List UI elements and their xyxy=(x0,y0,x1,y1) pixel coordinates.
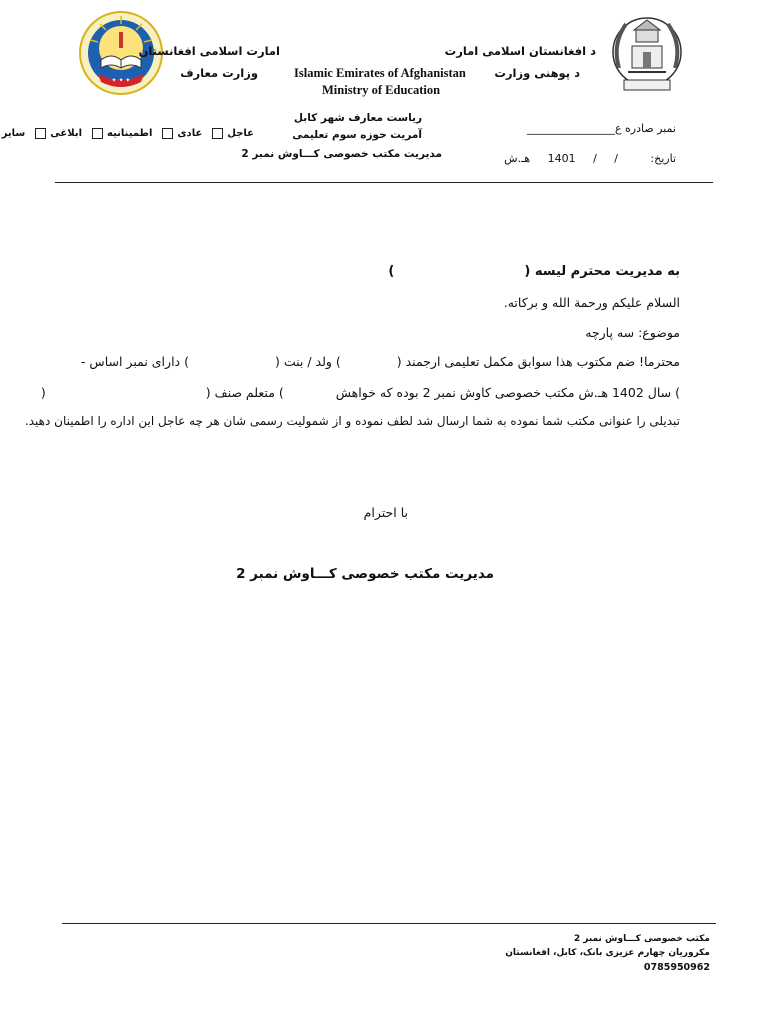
closing-regards: با احترام xyxy=(363,505,408,520)
category-notice[interactable]: ابلاغی xyxy=(31,128,82,139)
pashto-ministry-title: د پوهنی وزارت xyxy=(494,66,580,80)
date-label: تاریخ: xyxy=(650,152,676,165)
footer-divider xyxy=(62,923,716,924)
addressee-line: به مدیریت محترم لیسه () xyxy=(388,264,680,279)
center-line-3: مدیریت مکتب خصوصی کـــاوش نمبر 2 xyxy=(241,148,442,160)
body-line-3: تبدیلی را عنوانی مکتب شما نموده به شما ارسال شد لطف نموده و از شمولیت رسمی شان هر چه عاجل این اداره را اطمینان دهید. xyxy=(24,414,680,428)
body-line-1: محترما! ضم مکتوب هذا سوابق مکمل تعلیمی ارجمند () ولد / بنت () دارای نمبر اساس - xyxy=(80,354,680,369)
greeting: السلام علیکم ورحمة الله و برکاته. xyxy=(503,295,680,310)
checkbox-icon[interactable] xyxy=(35,128,46,139)
category-checkboxes xyxy=(0,128,254,139)
svg-text:✦ ✦ ✦: ✦ ✦ ✦ xyxy=(111,77,131,84)
footer-school-name: مکتب خصوصی کـــاوش نمبر 2 xyxy=(573,934,710,944)
center-line-2: آمریت حوزه سوم تعلیمی xyxy=(292,129,422,141)
checkbox-icon[interactable] xyxy=(92,128,103,139)
category-normal[interactable]: عادی xyxy=(158,128,202,139)
subject-line: موضوع: سه پارچه xyxy=(585,325,680,340)
category-urgent[interactable]: عاجل xyxy=(208,128,254,139)
footer-address: مکروریان چهارم عزیزی بانک، کابل، افغانستان xyxy=(505,948,710,958)
pashto-emirate-title: د افغانستان اسلامی امارت xyxy=(444,44,596,58)
header-divider xyxy=(55,182,713,183)
reference-number-label: نمبر صادره ع________________ xyxy=(526,122,676,135)
footer-phone: 0785950962 xyxy=(643,962,710,973)
checkbox-icon[interactable] xyxy=(212,128,223,139)
body-line-2: ) سال 1402 هـ.ش مکتب خصوصی کاوش نمبر 2 بوده که خواهش) متعلم صنف (( xyxy=(40,385,680,400)
english-emirate-title: Islamic Emirates of Afghanistan xyxy=(294,66,466,80)
category-confirmation[interactable]: اطمینانیه xyxy=(88,128,152,139)
dari-emirate-title: امارت اسلامی افغانستان xyxy=(138,44,280,58)
checkbox-icon[interactable] xyxy=(162,128,173,139)
date-value: / / 1401 هـ.ش xyxy=(504,152,618,165)
dari-ministry-title: وزارت معارف xyxy=(180,66,258,80)
signature-block: مدیریت مکتب خصوصی کـــاوش نمبر 2 xyxy=(236,566,494,582)
center-line-1: ریاست معارف شهر کابل xyxy=(293,112,422,124)
category-other[interactable]: سایر xyxy=(1,128,26,139)
english-ministry-title: Ministry of Education xyxy=(322,83,441,97)
emirate-emblem-icon xyxy=(610,10,684,100)
